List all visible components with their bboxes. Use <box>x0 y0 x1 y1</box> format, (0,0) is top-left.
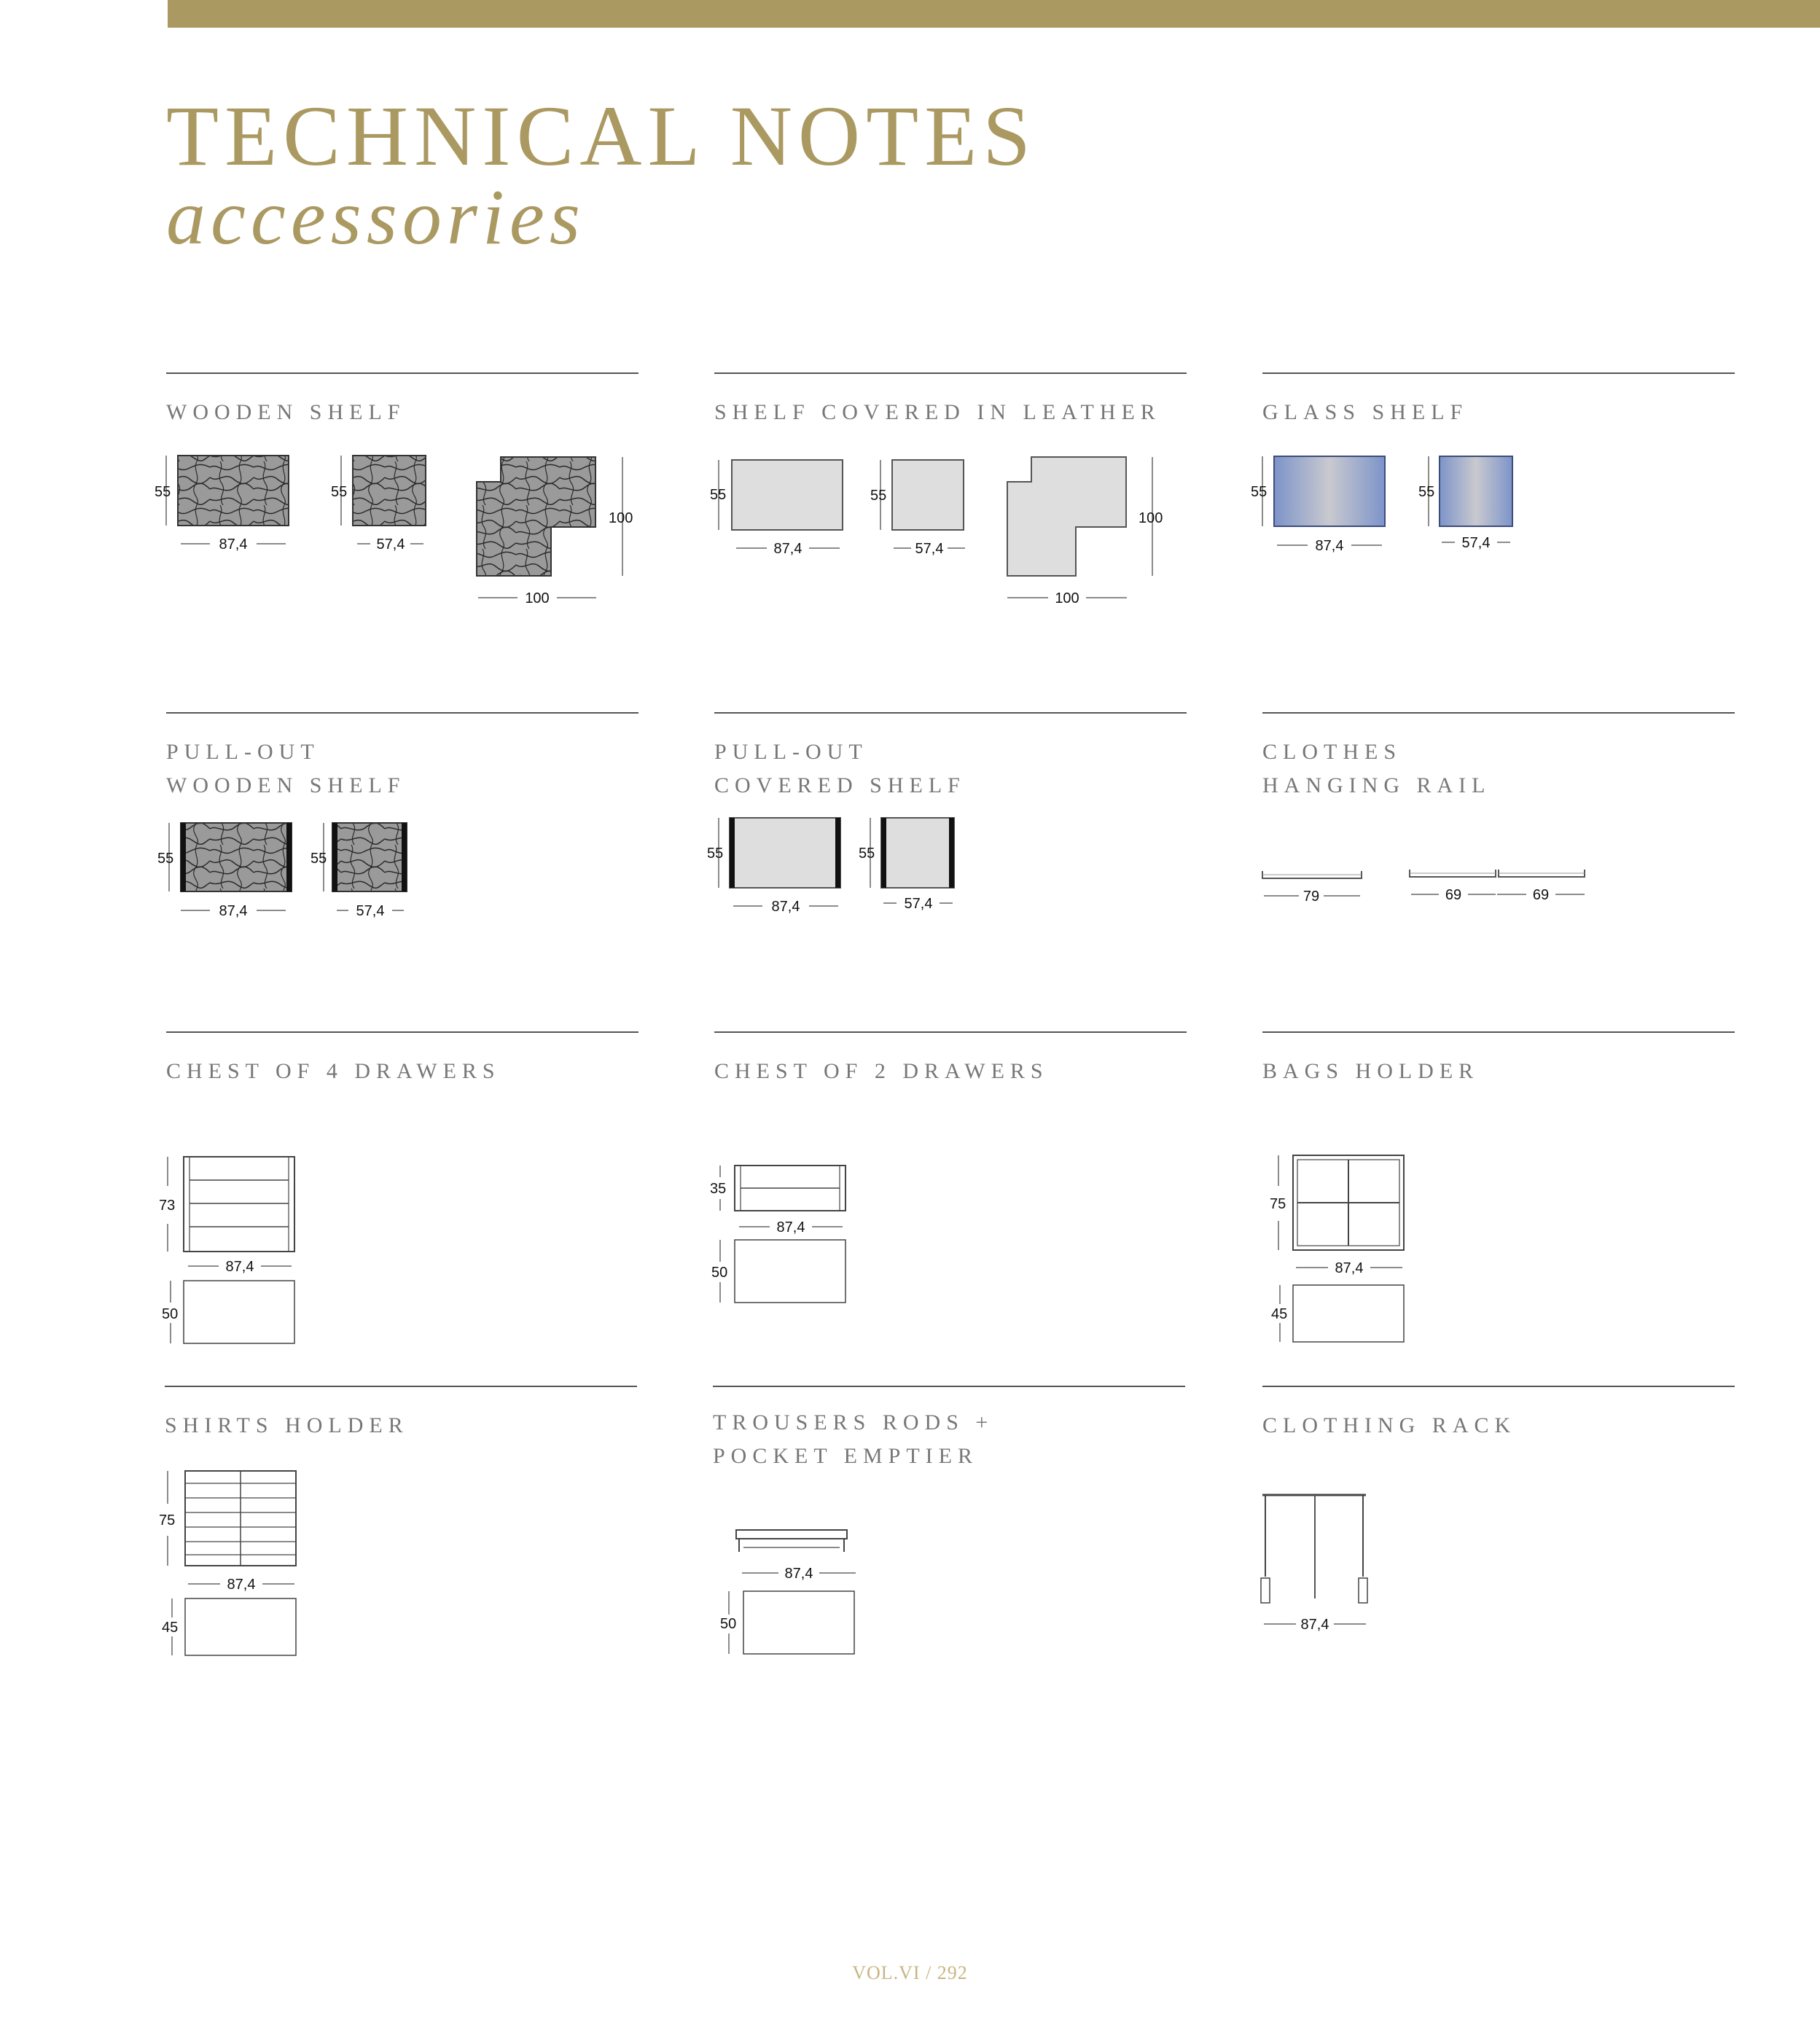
section-shelf-covered-in-leather <box>710 372 1187 695</box>
shelf-87-shape <box>181 823 292 891</box>
section-clothes-hanging-rail <box>1262 712 1735 1034</box>
bags-holder-front-drawing <box>1270 1155 1404 1276</box>
shelf-57-shape <box>892 460 964 530</box>
rail-69-left-drawing <box>1410 870 1496 903</box>
shelf-corner-drawing <box>477 457 633 606</box>
section-title: CHEST OF 2 DRAWERS <box>714 1059 1049 1083</box>
chest-4-drawers-drawings <box>159 1033 638 1354</box>
hanging-rail-drawings <box>1262 714 1735 1034</box>
section-title: TROUSERS RODS + POCKET EMPTIER <box>713 1410 994 1468</box>
width-label: 87,4 <box>219 536 248 553</box>
chest-2-drawers-drawings <box>710 1033 1187 1354</box>
shelf-57-drawing <box>870 460 965 557</box>
top-accent-bar <box>168 0 1820 28</box>
width-label: 87,4 <box>1315 538 1344 554</box>
width-label: 57,4 <box>1461 535 1491 551</box>
height-label: 35 <box>710 1181 727 1197</box>
shelf-57-shape <box>332 823 407 891</box>
section-title: WOODEN SHELF <box>166 400 406 424</box>
leather-shelf-drawings <box>710 374 1187 695</box>
shirts-holder-drawings <box>159 1387 637 1708</box>
height-label: 55 <box>155 484 171 500</box>
depth-label: 50 <box>162 1306 179 1322</box>
depth-label: 50 <box>720 1616 737 1632</box>
clothing-rack-drawings <box>1262 1387 1735 1708</box>
section-title: CHEST OF 4 DRAWERS <box>166 1059 501 1083</box>
section-chest-of-2-drawers <box>710 1031 1187 1354</box>
shelf-corner-drawing <box>1007 457 1163 606</box>
depth-label: 50 <box>711 1265 728 1281</box>
section-title: PULL-OUT COVERED SHELF <box>714 740 966 797</box>
width-label: 100 <box>1055 590 1079 606</box>
depth-label: 45 <box>1271 1306 1288 1322</box>
shelf-57-shape <box>353 456 426 526</box>
trousers-rods-drawings <box>713 1387 1185 1708</box>
shelf-87-drawing <box>157 823 292 919</box>
chest-2-front-drawing <box>710 1166 845 1235</box>
shelf-corner-shape <box>477 457 595 576</box>
section-pull-out-covered-shelf <box>707 712 1187 1034</box>
chest-4-front-drawing <box>159 1157 294 1275</box>
chest-4-plan-shape <box>184 1281 294 1343</box>
section-title: CLOTHING RACK <box>1262 1413 1517 1437</box>
shelf-87-shape <box>1274 456 1385 526</box>
trousers-rods-plan-shape <box>743 1591 854 1654</box>
height-label: 55 <box>710 487 727 503</box>
height-label: 55 <box>870 488 887 504</box>
section-chest-of-4-drawers <box>159 1031 638 1354</box>
shelf-57-drawing <box>331 456 426 553</box>
shirts-holder-plan-shape <box>185 1598 296 1655</box>
shelf-87-shape <box>178 456 289 526</box>
trousers-rods-plan-drawing <box>720 1591 854 1654</box>
shirts-holder-plan-drawing <box>162 1598 296 1655</box>
section-title: CLOTHES HANGING RAIL <box>1262 740 1491 797</box>
section-title: SHELF COVERED IN LEATHER <box>714 400 1161 424</box>
page-number: VOL.VI / 292 <box>852 1962 968 1983</box>
section-title: GLASS SHELF <box>1262 400 1469 424</box>
shirts-holder-front-drawing <box>159 1471 296 1593</box>
section-bags-holder <box>1262 1031 1735 1354</box>
bags-holder-plan-shape <box>1293 1285 1404 1342</box>
pull-out-covered-shelf-drawings <box>707 714 1187 1034</box>
chest-4-plan-drawing <box>162 1281 294 1343</box>
width-label: 100 <box>525 590 550 606</box>
bags-holder-drawings <box>1262 1033 1735 1354</box>
height-label: 75 <box>159 1512 176 1529</box>
glass-shelf-drawings <box>1251 374 1735 695</box>
rail-79-drawing <box>1262 871 1362 905</box>
chest-4-front-shape <box>184 1157 294 1252</box>
height-label: 75 <box>1270 1196 1286 1212</box>
shelf-57-drawing <box>859 818 954 912</box>
wooden-shelf-drawings <box>155 374 638 695</box>
section-shirts-holder <box>159 1386 637 1708</box>
width-label: 57,4 <box>904 896 933 912</box>
page-title: TECHNICAL NOTES <box>166 88 1036 184</box>
shelf-57-shape <box>1440 456 1512 526</box>
rail-69-right-drawing <box>1497 870 1585 903</box>
height-label: 73 <box>159 1198 176 1214</box>
height-label: 100 <box>609 510 633 526</box>
page-subtitle: accessories <box>166 174 585 261</box>
section-title: SHIRTS HOLDER <box>165 1413 409 1437</box>
height-label: 55 <box>1418 484 1435 500</box>
shelf-57-drawing <box>1418 456 1512 551</box>
trousers-rods-front-shape <box>736 1530 847 1539</box>
section-pull-out-wooden-shelf <box>157 712 638 1034</box>
height-label: 55 <box>157 851 174 867</box>
section-title: BAGS HOLDER <box>1262 1059 1480 1083</box>
width-label: 57,4 <box>915 541 944 557</box>
shelf-87-drawing <box>1251 456 1385 554</box>
pull-out-wooden-shelf-drawings <box>157 714 638 1034</box>
width-label: 57,4 <box>356 903 385 919</box>
section-title: PULL-OUT WOODEN SHELF <box>166 740 406 797</box>
width-label: 87,4 <box>219 903 248 919</box>
width-label: 87,4 <box>227 1577 256 1593</box>
width-label: 87,4 <box>225 1259 254 1275</box>
shelf-87-shape <box>730 818 840 888</box>
shelf-87-drawing <box>155 456 289 553</box>
width-label: 87,4 <box>773 541 802 557</box>
height-label: 55 <box>331 484 348 500</box>
shelf-corner-shape <box>1007 457 1126 576</box>
width-label: 69 <box>1445 887 1462 903</box>
chest-2-plan-drawing <box>711 1240 845 1303</box>
width-label: 87,4 <box>771 899 800 915</box>
width-label: 69 <box>1532 887 1550 903</box>
chest-2-plan-shape <box>735 1240 845 1303</box>
width-label: 87,4 <box>776 1219 805 1235</box>
width-label: 87,4 <box>1300 1617 1329 1633</box>
section-glass-shelf <box>1251 372 1735 695</box>
shelf-87-drawing <box>710 460 843 557</box>
shelf-87-shape <box>732 460 843 530</box>
bags-holder-plan-drawing <box>1271 1285 1404 1342</box>
width-label: 57,4 <box>376 536 405 553</box>
height-label: 55 <box>1251 484 1268 500</box>
height-label: 100 <box>1139 510 1163 526</box>
section-trousers-rods-pocket-emptier <box>713 1386 1185 1708</box>
trousers-rods-front-drawing <box>736 1530 856 1582</box>
clothing-rack-front-drawing <box>1261 1495 1367 1633</box>
section-clothing-rack <box>1262 1386 1735 1708</box>
height-label: 55 <box>707 846 724 862</box>
width-label: 87,4 <box>1335 1260 1364 1276</box>
shelf-57-drawing <box>311 823 407 919</box>
section-wooden-shelf <box>155 372 638 695</box>
shelf-87-drawing <box>707 818 840 915</box>
width-label: 79 <box>1302 889 1320 905</box>
shelf-57-shape <box>881 818 954 888</box>
depth-label: 45 <box>162 1620 179 1636</box>
width-label: 87,4 <box>784 1566 813 1582</box>
height-label: 55 <box>859 846 875 862</box>
height-label: 55 <box>311 851 327 867</box>
